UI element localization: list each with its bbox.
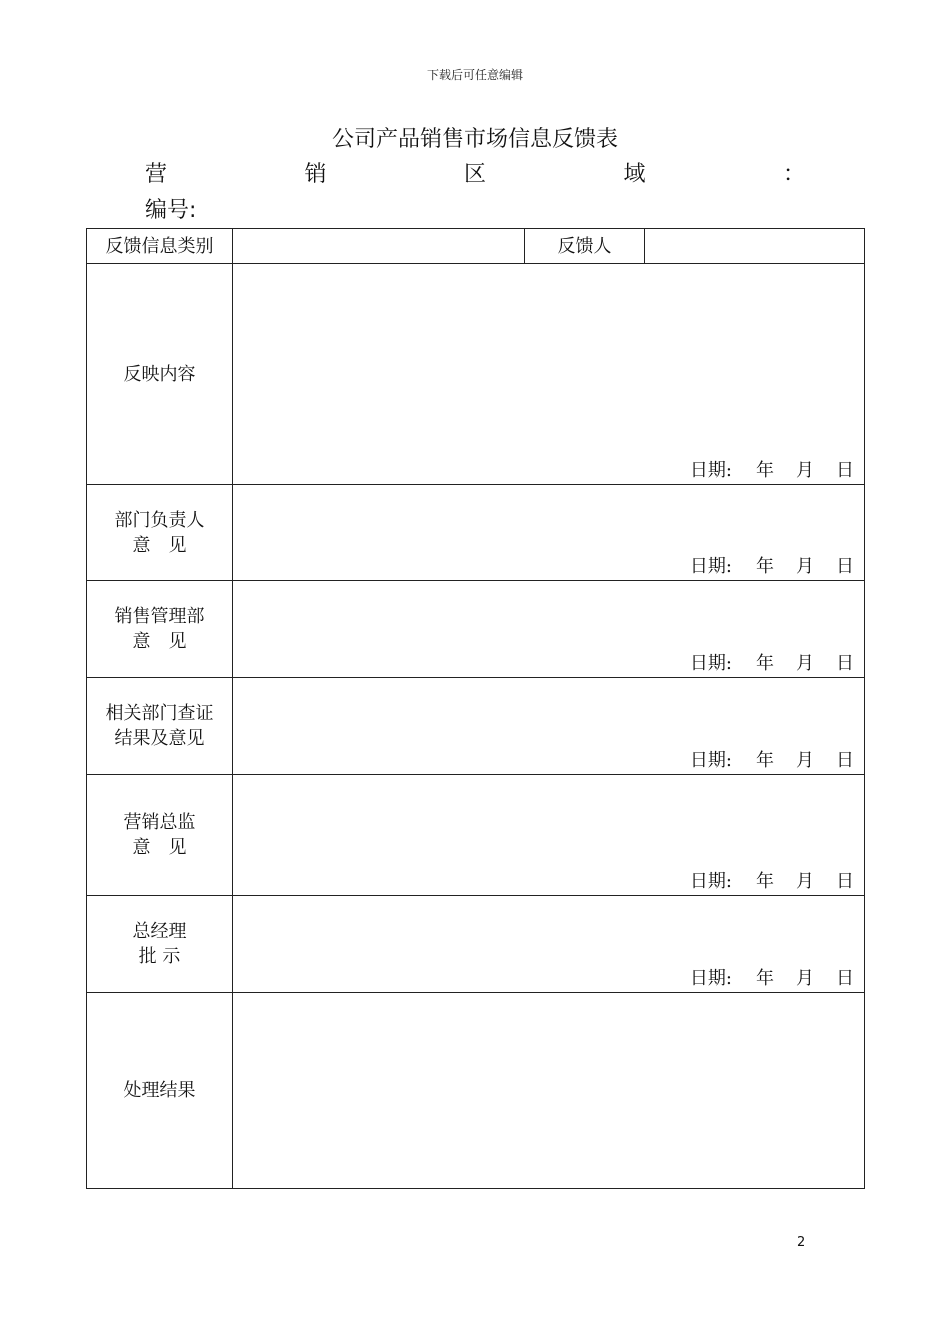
date-label: 日期:	[689, 460, 732, 481]
date-line	[690, 867, 854, 893]
section-row	[87, 775, 865, 896]
date-year: 年	[756, 460, 774, 481]
date-line	[690, 456, 854, 482]
header-note: 下载后可任意编辑	[426, 68, 523, 82]
section-row	[87, 993, 865, 1189]
date-month: 月	[796, 556, 814, 577]
date-label: 日期:	[689, 968, 732, 989]
section-label	[87, 993, 233, 1189]
region-char: 销	[304, 162, 327, 187]
section-label	[87, 485, 233, 581]
section-label-line: 意 见	[132, 837, 187, 858]
date-day: 日	[836, 460, 854, 481]
date-month: 月	[796, 968, 814, 989]
date-month: 月	[796, 460, 814, 481]
date-day: 日	[836, 968, 854, 989]
section-label-line: 营销总监	[123, 812, 196, 833]
section-label-line: 总经理	[132, 921, 187, 942]
sales-region-label	[145, 157, 805, 188]
section-label-line: 反映内容	[123, 363, 196, 385]
top-row	[87, 229, 865, 264]
region-char: 区	[463, 162, 486, 187]
section-label	[87, 775, 233, 896]
date-month: 月	[796, 750, 814, 771]
date-month: 月	[796, 871, 814, 892]
section-label	[87, 678, 233, 775]
date-day: 日	[836, 750, 854, 771]
section-row	[87, 678, 865, 775]
date-day: 日	[836, 871, 854, 892]
number-label: 编号:	[145, 198, 197, 223]
date-year: 年	[756, 871, 774, 892]
section-content-field[interactable]	[233, 896, 865, 993]
region-char: 域	[623, 162, 646, 187]
date-year: 年	[756, 968, 774, 989]
section-label-line: 结果及意见	[114, 728, 205, 749]
form-title: 公司产品销售市场信息反馈表	[331, 127, 618, 152]
region-char: 营	[145, 162, 168, 187]
reporter-label: 反馈人	[525, 229, 645, 264]
region-char: ：	[782, 162, 805, 187]
date-day: 日	[836, 653, 854, 674]
section-row	[87, 896, 865, 993]
section-content-field[interactable]	[233, 678, 865, 775]
section-label-line: 批 示	[138, 946, 181, 967]
date-label: 日期:	[689, 871, 732, 892]
section-label-line: 意 见	[132, 534, 187, 556]
section-content-field[interactable]	[233, 264, 865, 485]
section-label	[87, 581, 233, 678]
date-line	[690, 964, 854, 990]
section-label-line: 销售管理部	[114, 606, 205, 627]
section-label-line: 部门负责人	[114, 509, 205, 531]
date-line	[690, 746, 854, 772]
date-label: 日期:	[689, 653, 732, 674]
reporter-field[interactable]	[645, 229, 865, 264]
section-label-line: 相关部门查证	[105, 703, 214, 724]
date-year: 年	[756, 556, 774, 577]
section-label-line: 意 见	[132, 631, 187, 652]
section-label-line: 处理结果	[123, 1080, 196, 1101]
page-number: 2	[797, 1235, 806, 1250]
section-content-field[interactable]	[233, 581, 865, 678]
feedback-form-table	[86, 228, 865, 1189]
date-line	[690, 552, 854, 578]
date-line	[690, 649, 854, 675]
date-year: 年	[756, 653, 774, 674]
section-row	[87, 581, 865, 678]
date-label: 日期:	[689, 556, 732, 577]
section-content-field[interactable]	[233, 485, 865, 581]
section-label	[87, 896, 233, 993]
section-label	[87, 264, 233, 485]
section-content-field[interactable]	[233, 993, 865, 1189]
category-field[interactable]	[233, 229, 525, 264]
date-month: 月	[796, 653, 814, 674]
date-year: 年	[756, 750, 774, 771]
category-label: 反馈信息类别	[87, 229, 233, 264]
date-label: 日期:	[689, 750, 732, 771]
section-row	[87, 264, 865, 485]
section-row	[87, 485, 865, 581]
date-day: 日	[836, 556, 854, 577]
section-content-field[interactable]	[233, 775, 865, 896]
